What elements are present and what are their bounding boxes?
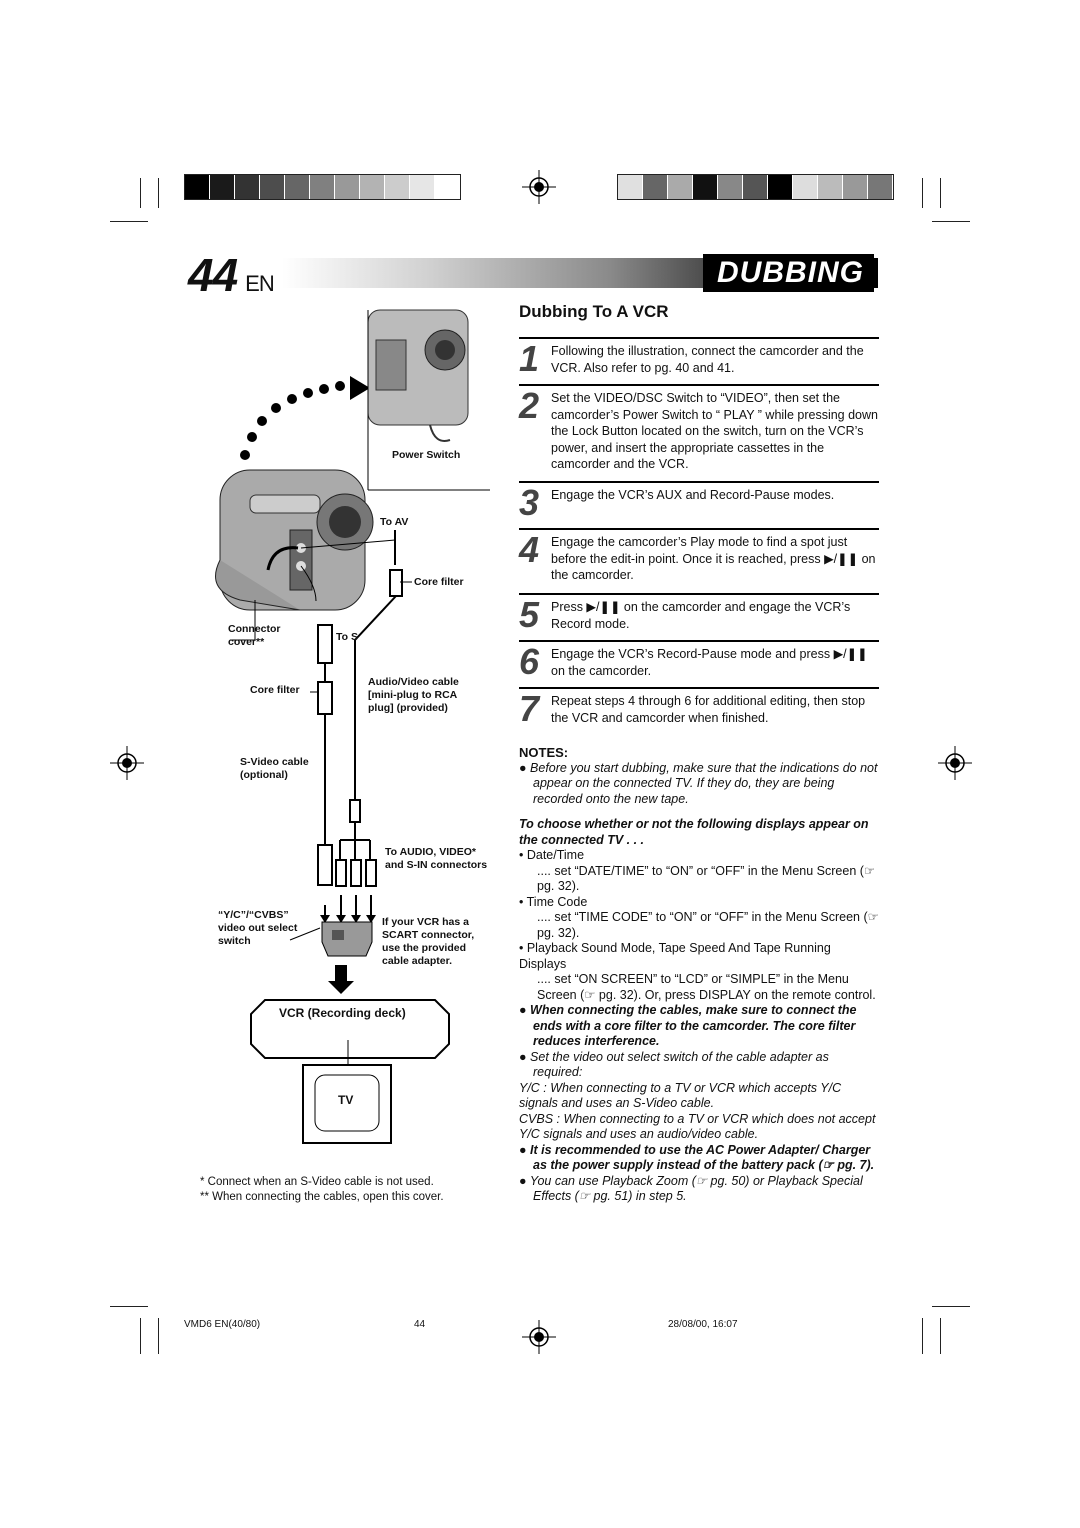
step-item: 1 Following the illustration, connect the camcorder and the VCR. Also refer to pg. 40 and 41. [519, 337, 879, 385]
crop-mark [110, 221, 148, 222]
footer-page: 44 [414, 1319, 426, 1330]
label-core-filter-top: Core filter [414, 576, 464, 588]
step-item: 5 Press ▶/❚❚ on the camcorder and engage the VCR’s Record mode. [519, 593, 879, 641]
crop-mark [140, 178, 141, 208]
note-item: CVBS : When connecting to a TV or VCR which does not accept Y/C signals and uses an audio/video cable. [519, 1111, 876, 1141]
note-item: ● It is recommended to use the AC Power Adapter/ Charger as the power supply instead of the battery pack (☞ pg. 7). [519, 1142, 875, 1172]
footnote: ** When connecting the cables, open this cover. [200, 1191, 444, 1203]
label-connector-cover: Connector cover** [228, 623, 281, 648]
label-to-audio: To AUDIO, VIDEO* and S-IN connectors [385, 846, 488, 871]
step-item: 6 Engage the VCR’s Record-Pause mode and press ▶/❚❚ on the camcorder. [519, 640, 879, 688]
crop-mark [940, 178, 941, 208]
note-item: ● Before you start dubbing, make sure that the indications do not appear on the connected TV. If they do, they are being recorded onto the new tape. [519, 760, 878, 806]
label-to-av: To AV [380, 516, 409, 528]
note-item: • Time Code [519, 894, 588, 909]
label-vcr: VCR (Recording deck) [279, 1006, 406, 1020]
crop-mark [932, 221, 970, 222]
crop-mark [922, 1318, 923, 1354]
camcorder-side-icon [368, 310, 468, 441]
notes-section [519, 745, 881, 1205]
note-item: Y/C : When connecting to a TV or VCR which accepts Y/C signals and uses an S-Video cable. [519, 1080, 842, 1110]
step-item: 4 Engage the camcorder’s Play mode to find a spot just before the edit-in point. Once it is reached, press ▶/❚❚ on the camcorder. [519, 528, 879, 594]
label-to-s: To S [336, 631, 358, 643]
note-item: .... set “DATE/TIME” to “ON” or “OFF” in the Menu Screen (☞ pg. 32). [537, 863, 876, 893]
step-item: 7 Repeat steps 4 through 6 for additional editing, then stop the VCR and camcorder when finished. [519, 687, 879, 735]
step-item: 3 Engage the VCR’s AUX and Record-Pause modes. [519, 481, 879, 529]
label-tv: TV [338, 1093, 354, 1107]
step-item: 2 Set the VIDEO/DSC Switch to “VIDEO”, then set the camcorder’s Power Switch to “ PLAY ” while pressing down the Lock Button located on the switch, turn on the VCR’s power, and insert the appropriate cassettes in the camcorder and the VCR. [519, 384, 879, 482]
page-number: 44 EN [188, 249, 274, 301]
note-item: • Date/Time [519, 848, 585, 862]
note-item: ● You can use Playback Zoom (☞ pg. 50) or Playback Special Effects (☞ pg. 51) in step 5. [519, 1173, 863, 1203]
note-item: .... set “TIME CODE” to “ON” or “OFF” in the Menu Screen (☞ pg. 32). [537, 910, 879, 940]
crop-mark [940, 1318, 941, 1354]
footer-date: 28/08/00, 16:07 [668, 1319, 738, 1330]
label-scart-note: If your VCR has a SCART connector, use the provided cable adapter. [382, 916, 475, 967]
crop-mark [158, 1318, 159, 1354]
page-title: DUBBING [703, 254, 874, 292]
registration-mark-icon [522, 170, 556, 204]
label-core-filter-left: Core filter [250, 684, 300, 696]
camcorder-front-icon [216, 470, 374, 610]
notes-heading: NOTES: [519, 745, 569, 760]
registration-mark-icon [110, 746, 144, 780]
registration-mark-icon [938, 746, 972, 780]
label-yc-switch: “Y/C”/“CVBS” video out select switch [218, 909, 298, 947]
gray-scale-bar-left [184, 174, 461, 200]
crop-mark [932, 1306, 970, 1307]
section-title: Dubbing To A VCR [519, 302, 669, 321]
connection-diagram [190, 300, 510, 1160]
label-power-switch: Power Switch [392, 449, 461, 461]
label-svideo-cable: S-Video cable (optional) [240, 756, 309, 781]
note-item: ● When connecting the cables, make sure to connect the ends with a core filter to the camcorder. The core filter reduces interference. [519, 1003, 857, 1048]
note-item: • Playback Sound Mode, Tape Speed And Tape Running Displays [519, 941, 831, 971]
footer-file: VMD6 EN(40/80) [184, 1319, 261, 1330]
label-av-cable: Audio/Video cable [mini-plug to RCA plug] (provided) [368, 676, 459, 714]
crop-mark [158, 178, 159, 208]
crop-mark [140, 1318, 141, 1354]
note-item: To choose whether or not the following displays appear on the connected TV . . . [519, 817, 869, 847]
crop-mark [110, 1306, 148, 1307]
registration-mark-icon [522, 1320, 556, 1354]
crop-mark [922, 178, 923, 208]
gray-scale-bar-right [617, 174, 894, 200]
note-item: ● Set the video out select switch of the cable adapter as required: [519, 1049, 829, 1079]
note-item: .... set “ON SCREEN” to “LCD” or “SIMPLE” in the Menu Screen (☞ pg. 32). Or, press DISPLAY on the remote control. [537, 972, 876, 1002]
footnote: * Connect when an S-Video cable is not used. [200, 1176, 434, 1188]
